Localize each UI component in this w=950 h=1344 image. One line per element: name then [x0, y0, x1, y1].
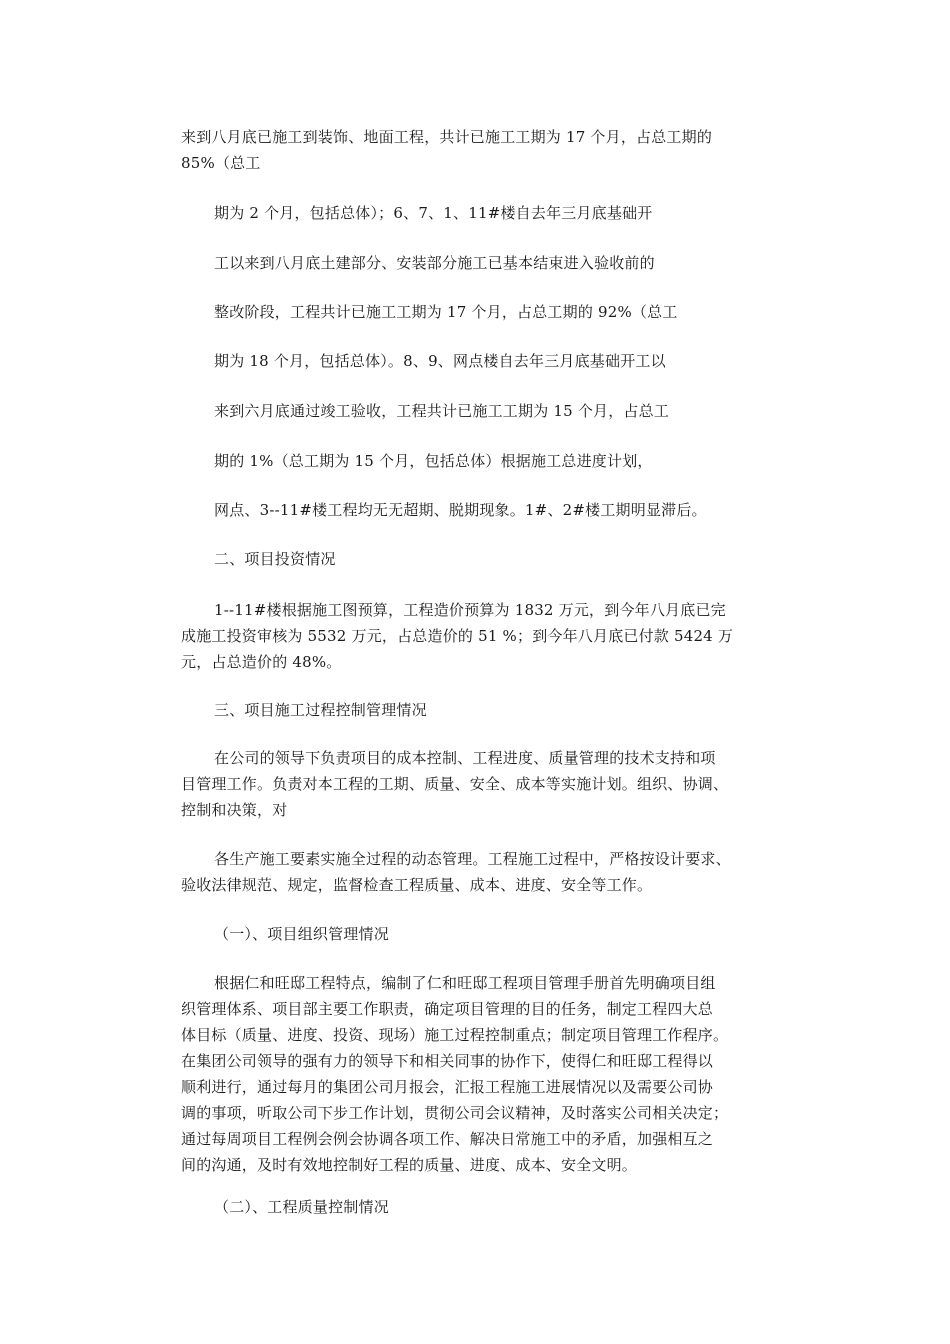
paragraph-line: 顺利进行，通过每月的集团公司月报会，汇报工程施工进展情况以及需要公司协 [181, 1078, 714, 1096]
subsection-heading: （二）、工程质量控制情况 [214, 1198, 389, 1216]
paragraph-line: 通过每周项目工程例会例会协调各项工作、解决日常施工中的矛盾，加强相互之 [181, 1130, 714, 1148]
text-line: 期为 18 个月，包括总体）。8、9、网点楼自去年三月底基础开工以 [214, 352, 666, 370]
paragraph-line: 在公司的领导下负责项目的成本控制、工程进度、质量管理的技术支持和项 [214, 749, 716, 767]
text-line: 期的 1%（总工期为 15 个月，包括总体）根据施工总进度计划， [214, 452, 653, 470]
paragraph-line: 体目标（质量、进度、投资、现场）施工过程控制重点；制定项目管理工作程序。 [181, 1026, 729, 1044]
text-line: 工以来到八月底土建部分、安装部分施工已基本结束进入验收前的 [214, 254, 655, 272]
paragraph-line: 间的沟通，及时有效地控制好工程的质量、进度、成本、安全文明。 [181, 1156, 638, 1174]
paragraph-line: 元，占总造价的 48%。 [181, 653, 342, 671]
text-line: 来到六月底通过竣工验收，工程共计已施工工期为 15 个月，占总工 [214, 402, 670, 420]
paragraph-line: 各生产施工要素实施全过程的动态管理。工程施工过程中，严格按设计要求、 [214, 850, 731, 868]
paragraph-line: 在集团公司领导的强有力的领导下和相关同事的协作下，使得仁和旺邸工程得以 [181, 1052, 714, 1070]
management-paragraph [181, 745, 728, 823]
text-line: 网点、3--11#楼工程均无无超期、脱期现象。1#、2#楼工期明显滞后。 [214, 501, 707, 519]
organization-paragraph [181, 970, 728, 1178]
text-line: 整改阶段，工程共计已施工工期为 17 个月，占总工期的 92%（总工 [214, 303, 678, 321]
text-line: 来到八月底已施工到装饰、地面工程，共计已施工工期为 17 个月，占总工期的 [181, 128, 713, 146]
paragraph-line: 成施工投资审核为 5532 万元，占总造价的 51 %；到今年八月底已付款 5424 万 [181, 627, 734, 645]
paragraph-line: 1--11#楼根据施工图预算，工程造价预算为 1832 万元，到今年八月底已完 [214, 601, 726, 619]
paragraph-line: 控制和决策，对 [181, 801, 288, 819]
management-paragraph-2 [181, 846, 731, 898]
paragraph-line: 验收法律规范、规定，监督检查工程质量、成本、进度、安全等工作。 [181, 876, 653, 894]
text-line: 85%（总工 [181, 154, 261, 172]
subsection-heading: （一）、项目组织管理情况 [214, 925, 389, 943]
paragraph-line: 根据仁和旺邸工程特点，编制了仁和旺邸工程项目管理手册首先明确项目组 [214, 974, 716, 992]
paragraph-line: 目管理工作。负责对本工程的工期、质量、安全、成本等实施计划。组织、协调、 [181, 775, 729, 793]
section-heading: 三、项目施工过程控制管理情况 [214, 701, 427, 719]
paragraph-line: 织管理体系、项目部主要工作职责，确定项目管理的目的任务，制定工程四大总 [181, 1000, 714, 1018]
investment-paragraph [181, 597, 733, 675]
text-line: 期为 2 个月，包括总体）；6、7、1、11#楼自去年三月底基础开 [214, 204, 653, 222]
paragraph-line: 调的事项，听取公司下步工作计划，贯彻公司会议精神，及时落实公司相关决定； [181, 1104, 729, 1122]
section-heading: 二、项目投资情况 [214, 550, 336, 568]
